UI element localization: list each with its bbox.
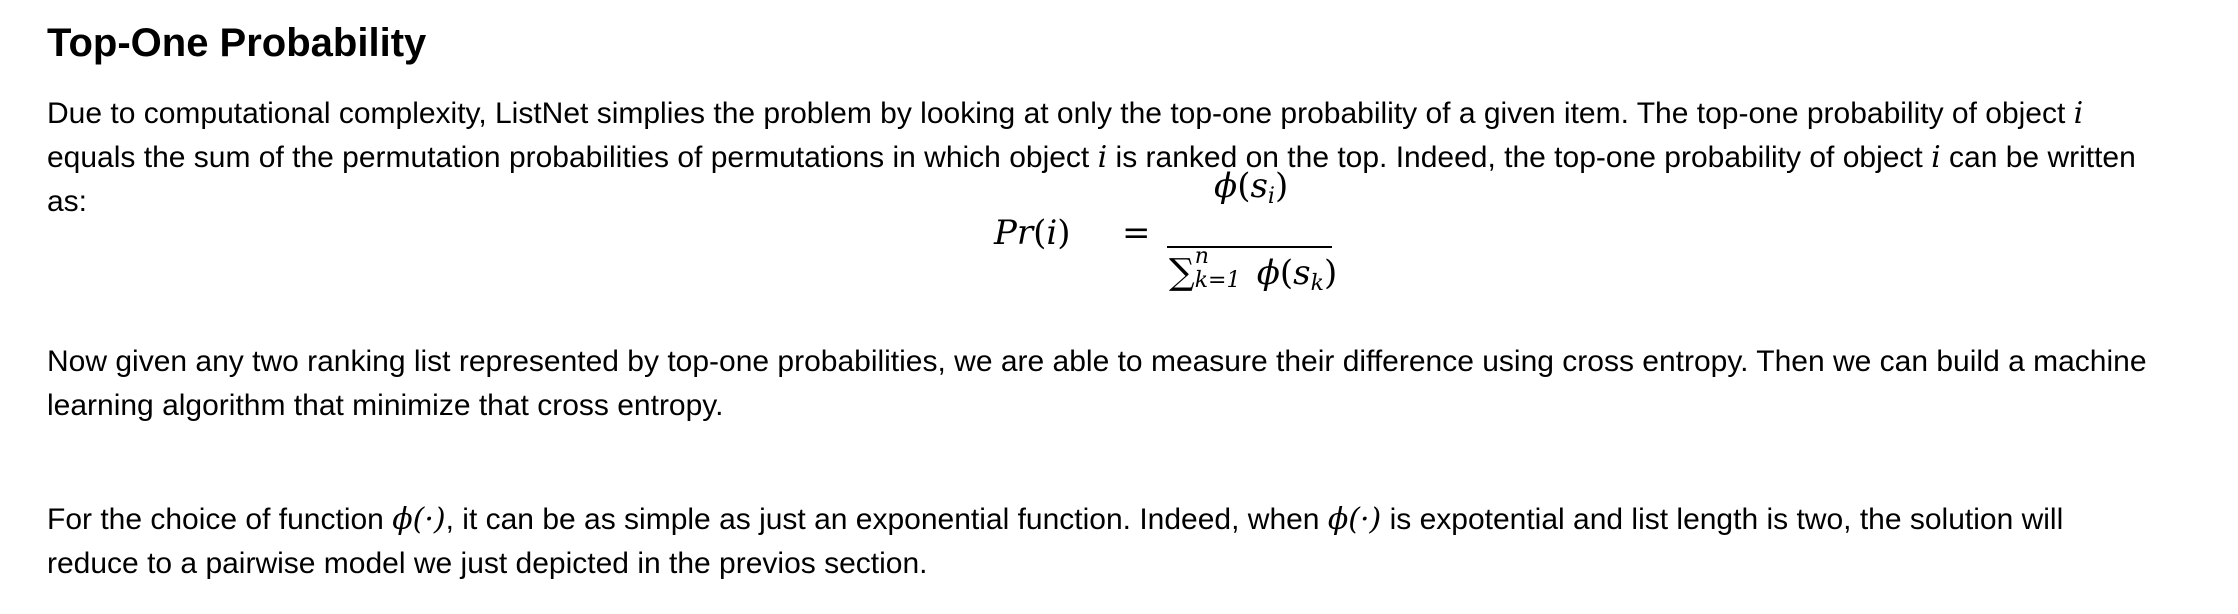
phi-arguments: (·): [412, 502, 446, 537]
paragraph-function-choice-line-2: reduce to a pairwise model we just depicted in the previos section.: [47, 547, 928, 580]
numerator-function: ϕ: [1214, 166, 1238, 206]
math-variable-i: i: [2073, 96, 2084, 131]
math-variable-i: i: [1097, 140, 1108, 175]
lhs-function: Pr: [994, 213, 1034, 253]
phi-symbol: ϕ: [1327, 502, 1349, 537]
summation-lower-limit: k=1: [1194, 268, 1241, 293]
function-choice-text-c: is expotential and list length is two, the solution will: [1381, 503, 2064, 536]
numerator-subscript: i: [1267, 184, 1275, 209]
lhs-open-paren: (: [1033, 213, 1047, 253]
denominator-open-paren: (: [1279, 253, 1294, 293]
intro-line-2-text-c: can be written: [1940, 141, 2136, 174]
denominator-close-paren: ): [1323, 253, 1338, 293]
phi-symbol: ϕ: [392, 502, 413, 537]
paragraph-function-choice-line-1: [47, 498, 2227, 542]
summation-limits: [1194, 244, 1257, 293]
numerator-open-paren: (: [1237, 166, 1251, 206]
lhs-variable: i: [1046, 213, 1058, 253]
summation-upper-limit: n: [1194, 244, 1209, 269]
paragraph-cross-entropy-line-2: learning algorithm that minimize that cross entropy.: [47, 389, 724, 422]
intro-line-2-text-a: equals the sum of the permutation probabilities of permutations in which object: [47, 141, 1098, 174]
numerator-close-paren: ): [1274, 166, 1289, 206]
fraction-bar: [1167, 246, 1332, 248]
equals-sign: =: [1122, 213, 1151, 253]
summation-symbol: ∑: [1169, 252, 1195, 293]
intro-line-2-text-b: is ranked on the top. Indeed, the top-one probability of object: [1107, 141, 1932, 174]
section-heading: Top-One Probability: [47, 21, 427, 65]
math-variable-i: i: [1931, 140, 1941, 175]
function-choice-text-b: , it can be as simple as just an exponential function. Indeed, when: [445, 503, 1328, 536]
equation-lhs: [994, 213, 1071, 253]
paragraph-intro-line-3: as:: [47, 185, 88, 218]
intro-line-1-text: Due to computational complexity, ListNet simplies the problem by looking at only the top-one probability of a given item. The top-one probability of object: [47, 97, 2074, 130]
paragraph-intro-line-1: [47, 92, 2227, 136]
denominator-variable: s: [1293, 253, 1311, 293]
denominator-function: ϕ: [1256, 253, 1280, 293]
paragraph-function-choice: [47, 498, 2227, 586]
function-choice-text-a: For the choice of function: [47, 503, 393, 536]
paragraph-cross-entropy: [47, 340, 2227, 428]
paragraph-intro: [47, 92, 2227, 224]
denominator-subscript: k: [1310, 271, 1324, 296]
fraction-denominator: [1169, 244, 1338, 296]
lhs-close-paren: ): [1057, 213, 1071, 253]
paragraph-cross-entropy-line-1: Now given any two ranking list represented by top-one probabilities, we are able to measure their difference using cross entropy. Then we can build a machine: [47, 345, 2147, 378]
phi-arguments: (·): [1348, 502, 1382, 537]
fraction-numerator: [1214, 166, 1288, 209]
numerator-variable: s: [1250, 166, 1268, 206]
paragraph-intro-line-2: [47, 136, 2227, 180]
